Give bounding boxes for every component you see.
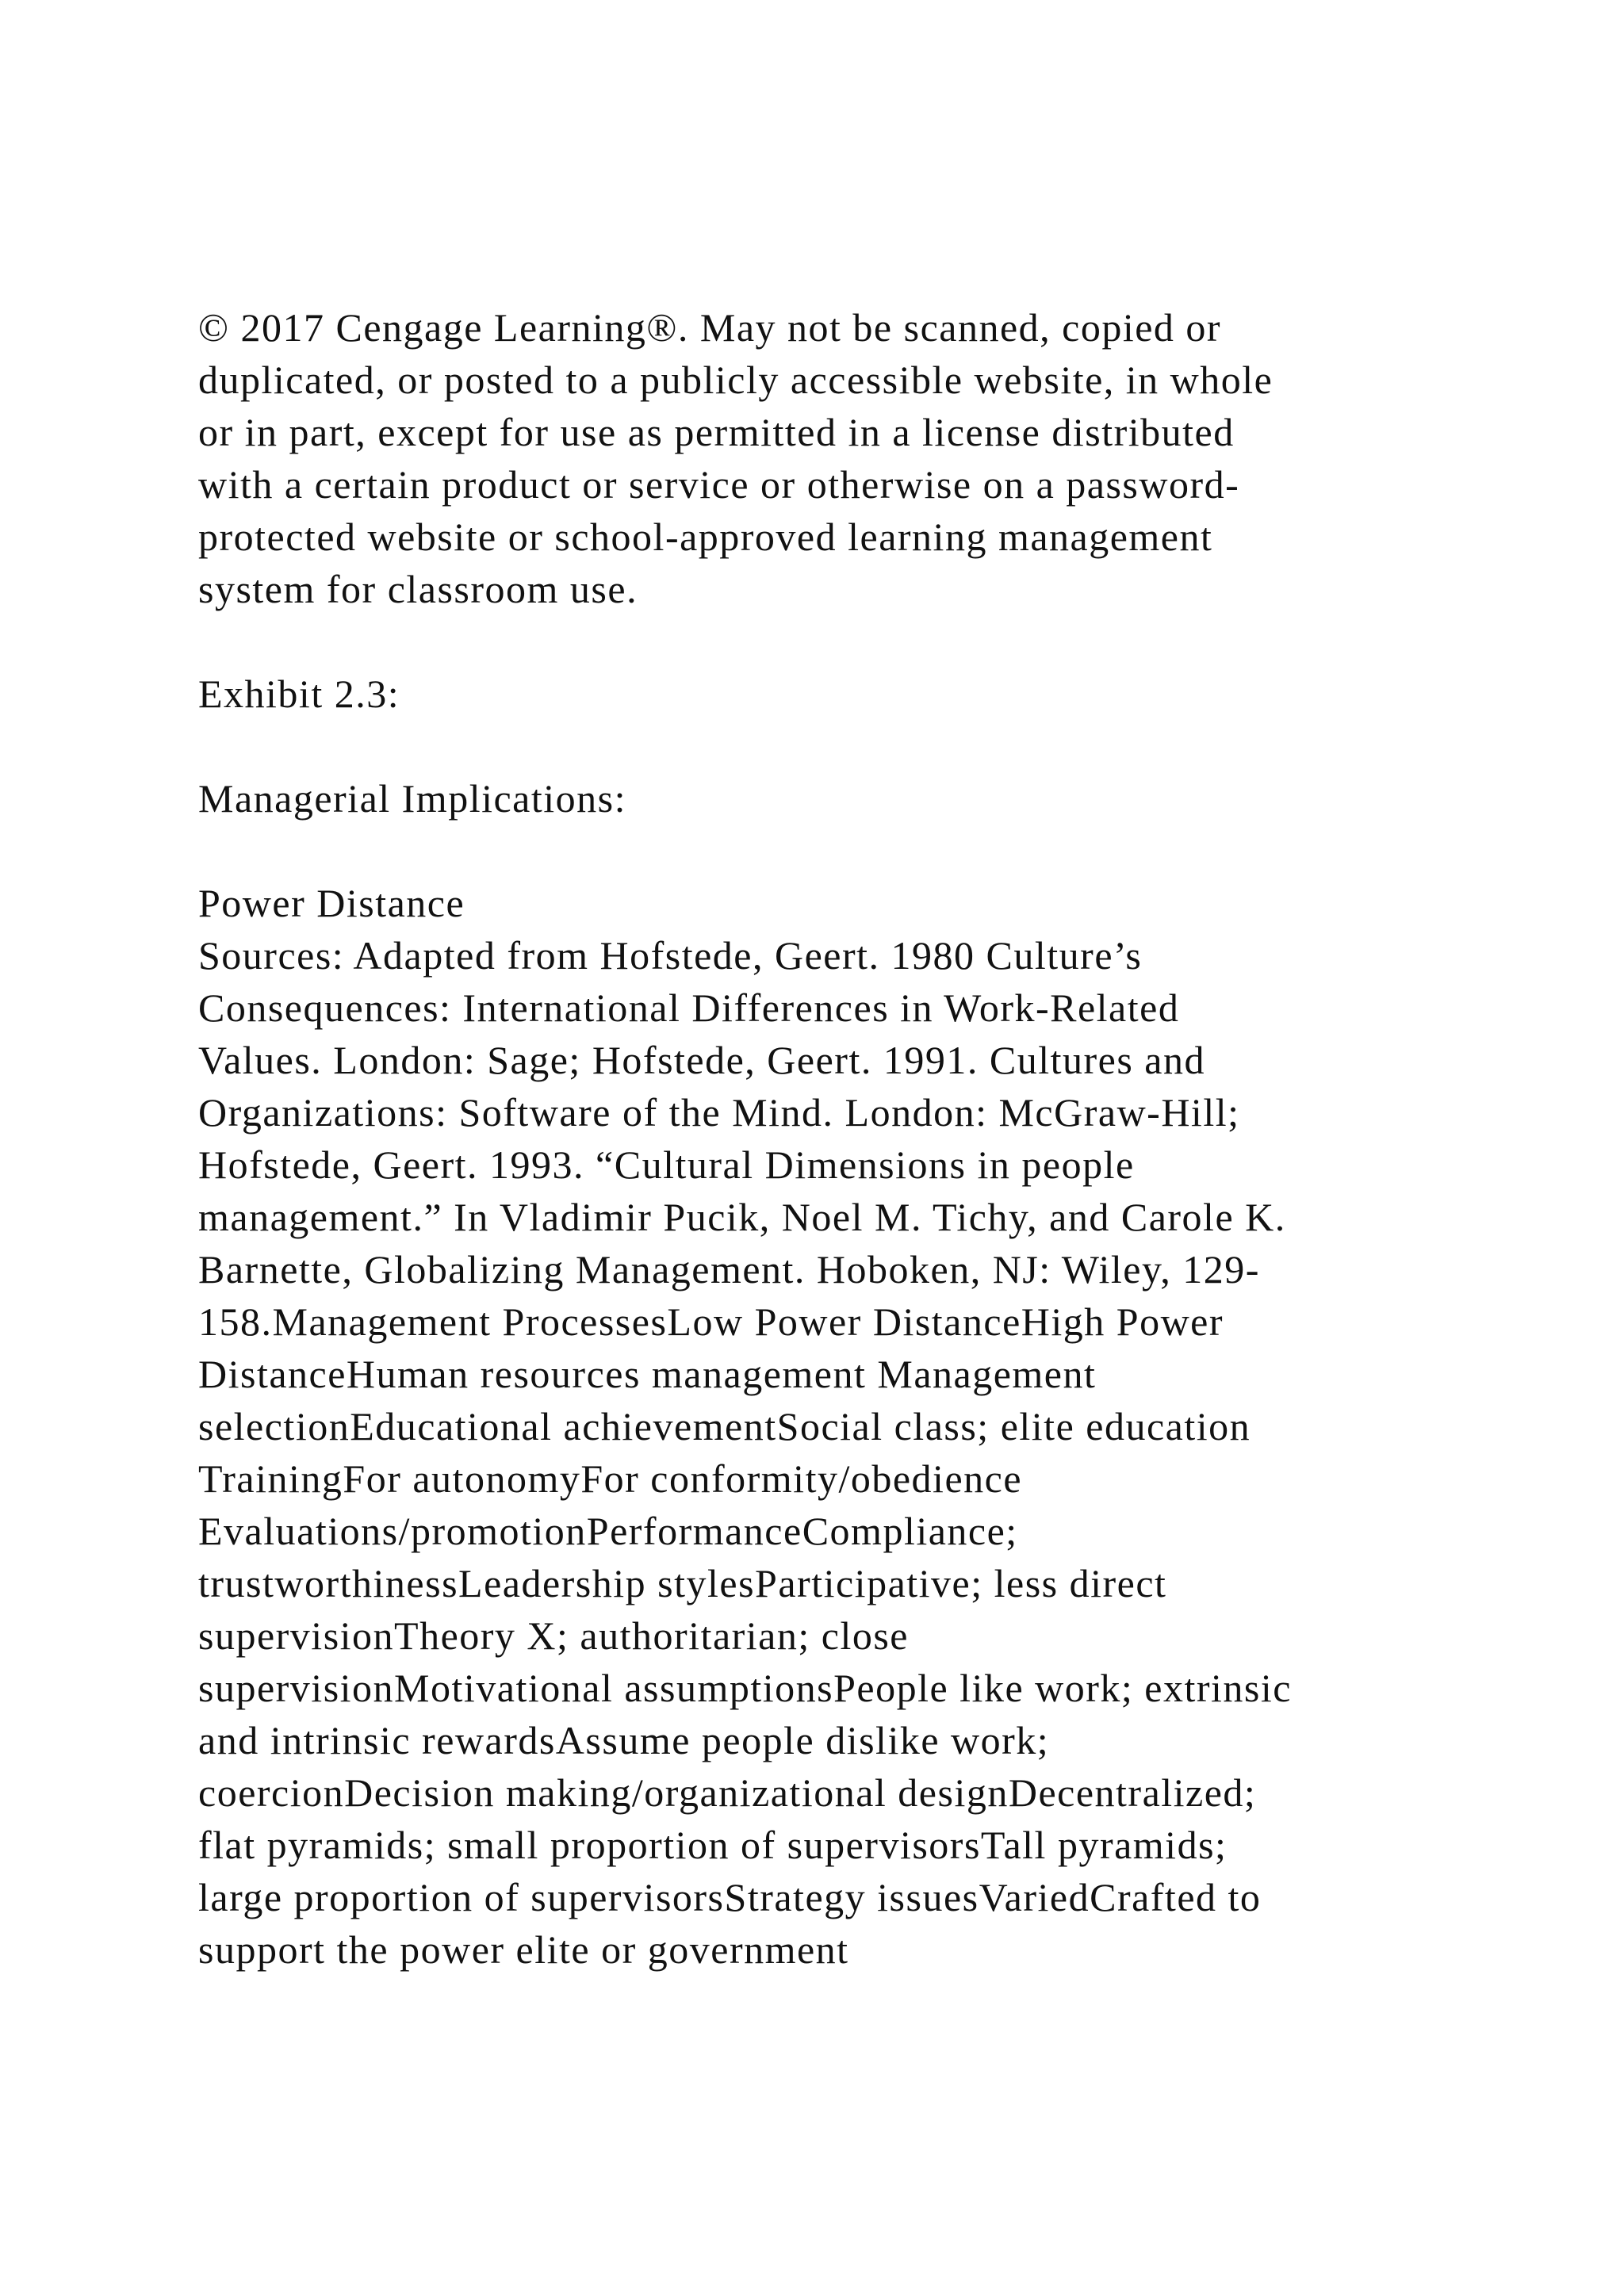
copyright-notice: © 2017 Cengage Learning®. May not be scanned, copied or duplicated, or posted to a publicly accessible website, in whole or in part, except for use as permitted in a license distributed with a certain product or service or otherwise on a password- protected website or school-approved learning management system for classroom use.	[198, 305, 1274, 611]
exhibit-label: Exhibit 2.3:	[198, 672, 400, 716]
document-body-text: Power Distance Sources: Adapted from Hofstede, Geert. 1980 Culture’s Consequences: International Differences in Work-Related Values. London: Sage; Hofstede, Geert. 1991. Cultures and Organizations: Software of the Mind. London: McGraw-Hill; Hofstede, Geert. 1993. “Cultural Dimensions in people management.” In Vladimir Pucik, Noel M. Tichy, and Carole K. Barnette, Globalizing Management. Hoboken, NJ: Wiley, 129- 158.Management ProcessesLow Power DistanceHigh Power DistanceHuman resources management Management selectionEducational achievementSocial class; elite education TrainingFor autonomyFor conformity/obedience Evaluations/promotionPerformanceCompliance; trustworthinessLeadership stylesParticipative; less direct supervisionTheory X; authoritarian; close supervisionMotivational assumptionsPeople like work; extrinsic and intrinsic rewardsAssume people dislike work; coercionDecision making/organizational designDecentralized; flat pyramids; small proportion of supervisorsTall pyramids; large proportion of supervisorsStrategy issuesVariedCrafted to support the power elite or government	[198, 881, 1292, 1972]
implications-label: Managerial Implications:	[198, 776, 627, 821]
